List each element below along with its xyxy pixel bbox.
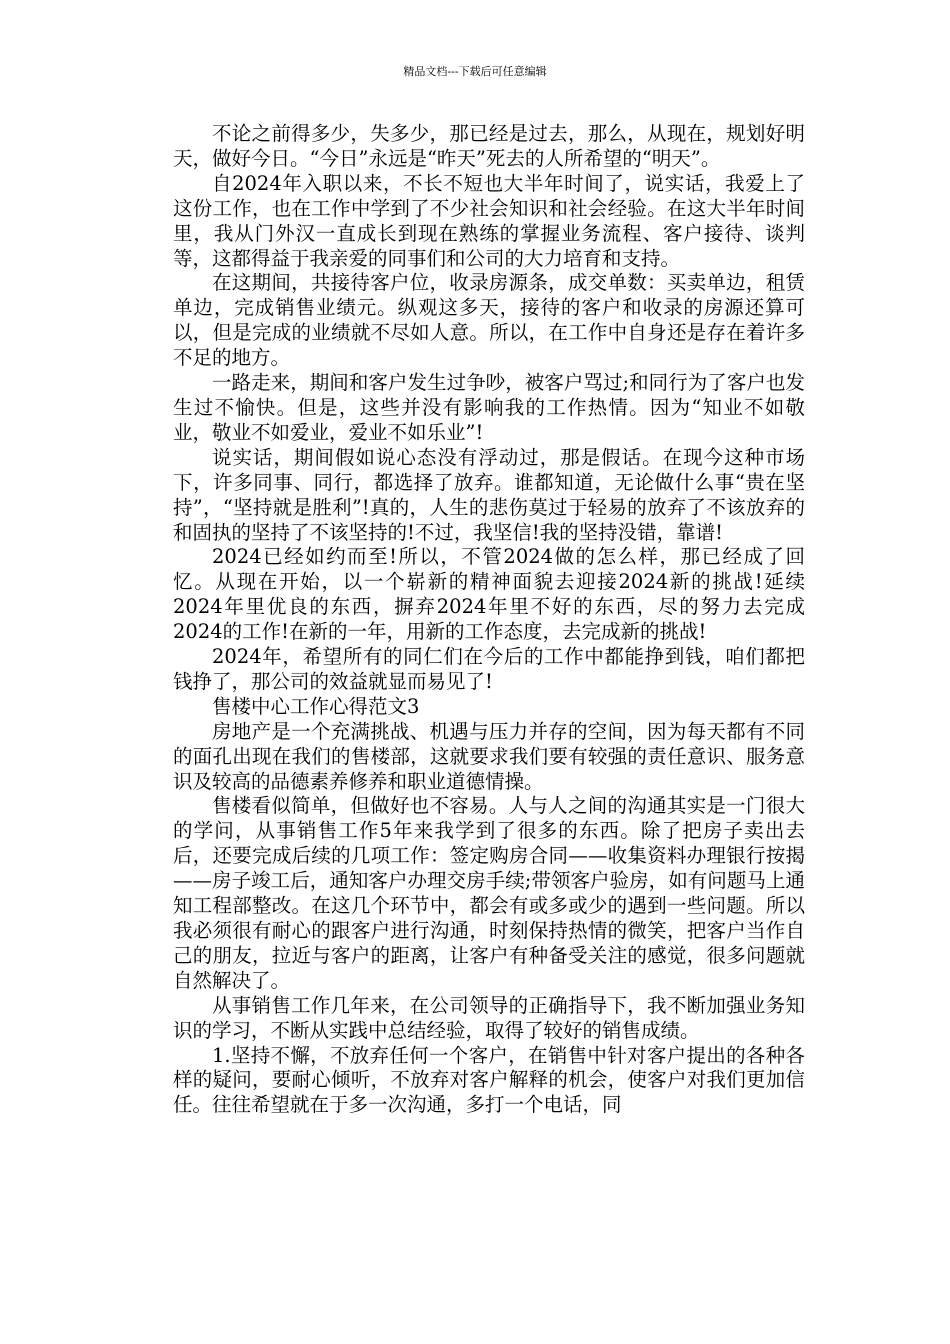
page-header: 精品文档---下载后可任意编辑	[403, 65, 547, 78]
document-body	[173, 122, 805, 1118]
paragraph-4: 一路走来，期间和客户发生过争吵，被客户骂过;和同行为了客户也发生过不愉快。但是，这些并没有影响我的工作热情。因为“知业不如敬业，敬业不如爱业，爱业不如乐业”!	[173, 371, 805, 444]
paragraph-8: 房地产是一个充满挑战、机遇与压力并存的空间，因为每天都有不同的面孔出现在我们的售楼部，这就要求我们要有较强的责任意识、服务意识及较高的品德素养修养和职业道德情操。	[173, 719, 805, 793]
paragraph-6: 2024已经如约而至!所以，不管2024做的怎么样，那已经成了回忆。从现在开始，以一个崭新的精神面貌去迎接2024新的挑战!延续2024年里优良的东西，摒弃2024年里不好的东西，尽的努力去完成2024的工作!在新的一年，用新的工作态度，去完成新的挑战!	[173, 545, 805, 644]
paragraph-10: 从事销售工作几年来，在公司领导的正确指导下，我不断加强业务知识的学习，不断从实践中总结经验，取得了较好的销售成绩。	[173, 993, 805, 1042]
paragraph-11: 1.坚持不懈，不放弃任何一个客户，在销售中针对客户提出的各种各样的疑问，要耐心倾听，不放弃对客户解释的机会，使客户对我们更加信任。往往希望就在于多一次沟通，多打一个电话，同	[173, 1043, 805, 1117]
paragraph-3: 在这期间，共接待客户位，收录房源条，成交单数：买卖单边，租赁单边，完成销售业绩元。纵观这多天，接待的客户和收录的房源还算可以，但是完成的业绩就不尽如人意。所以，在工作中自身还是存在着许多不足的地方。	[173, 271, 805, 370]
paragraph-1: 不论之前得多少，失多少，那已经是过去，那么，从现在，规划好明天，做好今日。“今日”永远是“昨天”死去的人所希望的“明天”。	[173, 122, 805, 170]
paragraph-9: 售楼看似简单，但做好也不容易。人与人之间的沟通其实是一门很大的学问，从事销售工作5年来我学到了很多的东西。除了把房子卖出去后，还要完成后续的几项工作：签定购房合同——收集资料办理银行按揭——房子竣工后，通知客户办理交房手续;带领客户验房，如有问题马上通知工程部整改。在这几个环节中，都会有或多或少的遇到一些问题。所以我必须很有耐心的跟客户进行沟通，时刻保持热情的微笑，把客户当作自己的朋友，拉近与客户的距离，让客户有种备受关注的感觉，很多问题就自然解决了。	[173, 794, 805, 992]
paragraph-7: 2024年，希望所有的同仁们在今后的工作中都能挣到钱，咱们都把钱挣了，那公司的效益就显而易见了!	[173, 645, 805, 693]
paragraph-5: 说实话，期间假如说心态没有浮动过，那是假话。在现今这种市场下，许多同事、同行，都选择了放弃。谁都知道，无论做什么事“贵在坚持”，“坚持就是胜利”!真的，人生的悲伤莫过于轻易的放弃了不该放弃的和固执的坚持了不该坚持的!不过，我坚信!我的坚持没错，靠谱!	[173, 445, 805, 544]
paragraph-2: 自2024年入职以来，不长不短也大半年时间了，说实话，我爱上了这份工作，也在工作中学到了不少社会知识和社会经验。在这大半年时间里，我从门外汉一直成长到现在熟练的掌握业务流程、客户接待、谈判等，这都得益于我亲爱的同事们和公司的大力培育和支持。	[173, 171, 805, 270]
section-heading: 售楼中心工作心得范文3	[212, 694, 420, 718]
